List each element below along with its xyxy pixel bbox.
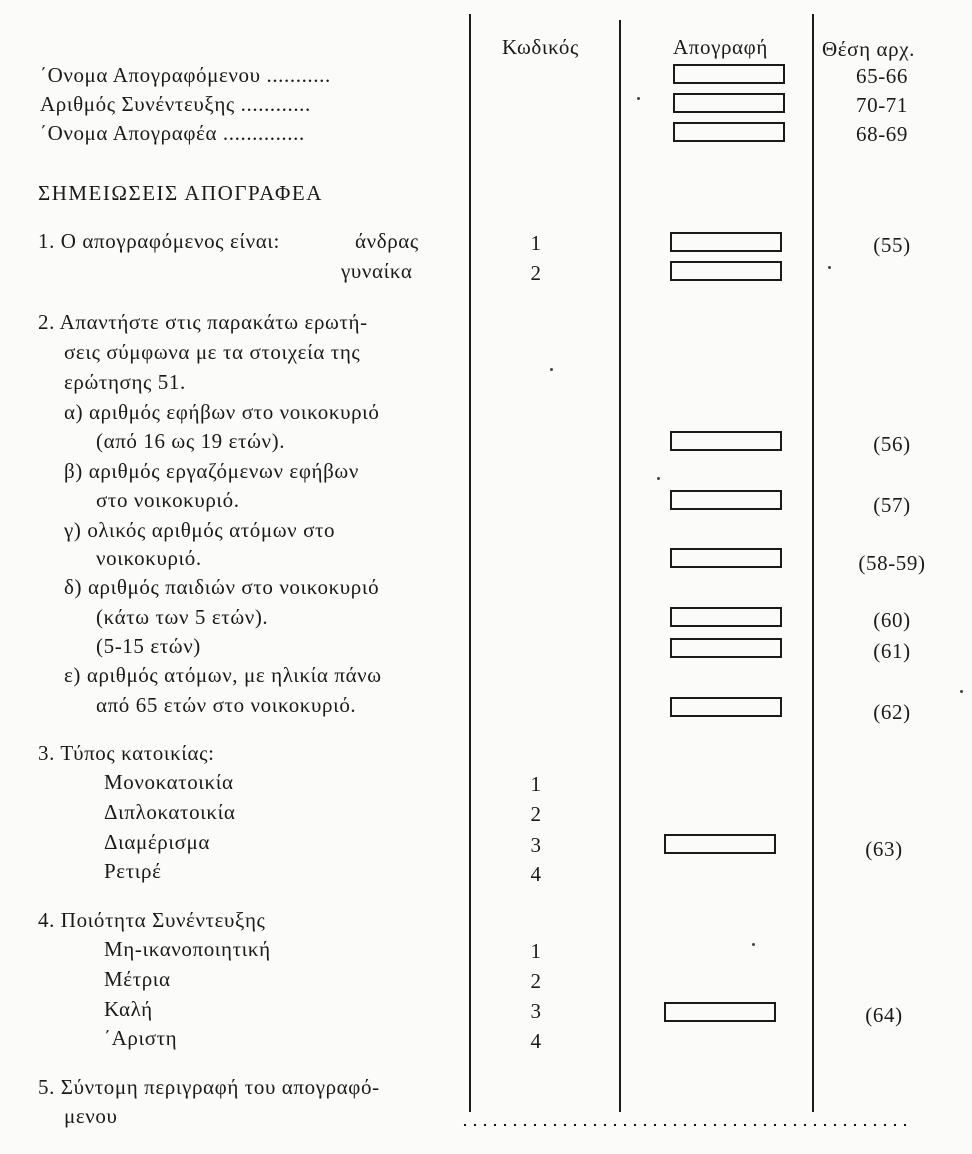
q4-code-1: 1 xyxy=(530,939,542,963)
interviewer-name-box[interactable] xyxy=(673,122,785,142)
q2a-box[interactable] xyxy=(670,431,782,451)
scan-speck xyxy=(657,477,660,480)
section-title: ΣΗΜΕΙΩΣΕΙΣ ΑΠΟΓΡΑΦΕΑ xyxy=(38,181,323,205)
column-divider-right xyxy=(812,14,814,1112)
q1-option-female: γυναίκα xyxy=(341,259,413,283)
q4-code-3: 3 xyxy=(530,999,542,1023)
q2c-box[interactable] xyxy=(670,548,782,568)
q2e-line-1: ε) αριθμός ατόμων, με ηλικία πάνω xyxy=(64,663,382,687)
q4-position: (64) xyxy=(865,1003,903,1027)
q2c-line-2: νοικοκυριό. xyxy=(96,546,202,570)
q3-code-1: 1 xyxy=(530,772,542,796)
q1-code-male: 1 xyxy=(530,231,542,255)
q1-male-box[interactable] xyxy=(670,232,782,252)
q3-label: 3. Τύπος κατοικίας: xyxy=(38,741,215,765)
q4-option-4: ΄Αριστη xyxy=(104,1026,178,1050)
q2d-position: (60) xyxy=(873,608,911,632)
q1-code-female: 2 xyxy=(530,261,542,285)
q2d-line-1: δ) αριθμός παιδιών στο νοικοκυριό xyxy=(64,575,380,599)
q4-box[interactable] xyxy=(664,1002,776,1022)
q2d2-box[interactable] xyxy=(670,638,782,658)
q4-option-2: Μέτρια xyxy=(104,967,171,991)
q2e-position: (62) xyxy=(873,700,911,724)
interviewee-name-box[interactable] xyxy=(673,64,785,84)
q2c-line-1: γ) ολικός αριθμός ατόμων στο xyxy=(64,518,336,542)
column-header-census: Απογραφή xyxy=(673,35,768,59)
q2b-line-1: β) αριθμός εργαζόμενων εφήβων xyxy=(64,459,359,483)
q2d2-line: (5-15 ετών) xyxy=(96,634,201,658)
q4-code-2: 2 xyxy=(530,969,542,993)
q1-label: 1. Ο απογραφόμενος είναι: xyxy=(38,229,280,253)
q5-line-2: μενου xyxy=(64,1104,118,1128)
q2-line-2: σεις σύμφωνα με τα στοιχεία της xyxy=(64,340,361,364)
q2-line-1: 2. Απαντήστε στις παρακάτω ερωτή- xyxy=(38,310,368,334)
q3-box[interactable] xyxy=(664,834,776,854)
q2b-line-2: στο νοικοκυριό. xyxy=(96,488,240,512)
interview-number-box[interactable] xyxy=(673,93,785,113)
interviewer-name-label: ΄Ονομα Απογραφέα .............. xyxy=(40,121,305,145)
q2b-position: (57) xyxy=(873,493,911,517)
interviewee-name-label: ΄Ονομα Απογραφόμενου ........... xyxy=(40,63,331,87)
q2-line-3: ερώτησης 51. xyxy=(64,370,186,394)
q3-option-1: Μονοκατοικία xyxy=(104,770,234,794)
q1-position: (55) xyxy=(873,233,911,257)
q2a-line-2: (από 16 ως 19 ετών). xyxy=(96,429,286,453)
q3-code-4: 4 xyxy=(530,862,542,886)
q1-option-male: άνδρας xyxy=(355,229,419,253)
q3-code-2: 2 xyxy=(530,802,542,826)
q4-option-1: Μη-ικανοποιητική xyxy=(104,937,271,961)
scan-speck xyxy=(960,690,963,693)
q3-option-3: Διαμέρισμα xyxy=(104,830,210,854)
q4-code-4: 4 xyxy=(530,1029,542,1053)
column-divider-left xyxy=(469,14,471,1112)
q5-answer-line[interactable] xyxy=(460,1123,912,1127)
scan-speck xyxy=(752,943,755,946)
q4-label: 4. Ποιότητα Συνέντευξης xyxy=(38,908,266,932)
q2c-position: (58-59) xyxy=(858,551,926,575)
q2b-box[interactable] xyxy=(670,490,782,510)
q1-female-box[interactable] xyxy=(670,261,782,281)
interviewer-name-position: 68-69 xyxy=(856,122,908,146)
interview-number-position: 70-71 xyxy=(856,93,908,117)
q3-code-3: 3 xyxy=(530,833,542,857)
column-header-position: Θέση αρχ. xyxy=(822,37,915,61)
q2d-box[interactable] xyxy=(670,607,782,627)
q2a-line-1: α) αριθμός εφήβων στο νοικοκυριό xyxy=(64,400,380,424)
q3-option-2: Διπλοκατοικία xyxy=(104,800,236,824)
q2a-position: (56) xyxy=(873,432,911,456)
q4-option-3: Καλή xyxy=(104,997,153,1021)
column-header-code: Κωδικός xyxy=(502,35,579,59)
scan-speck xyxy=(828,266,831,269)
q3-option-4: Ρετιρέ xyxy=(104,859,162,883)
q2e-box[interactable] xyxy=(670,697,782,717)
interview-number-label: Αριθμός Συνέντευξης ............ xyxy=(40,92,311,116)
scan-speck xyxy=(550,368,553,371)
scan-speck xyxy=(637,97,640,100)
q2d-line-2: (κάτω των 5 ετών). xyxy=(96,605,269,629)
q5-line-1: 5. Σύντομη περιγραφή του απογραφό- xyxy=(38,1075,380,1099)
q3-position: (63) xyxy=(865,837,903,861)
interviewee-name-position: 65-66 xyxy=(856,64,908,88)
q2e-line-2: από 65 ετών στο νοικοκυριό. xyxy=(96,693,357,717)
column-divider-middle xyxy=(619,20,621,1112)
q2d2-position: (61) xyxy=(873,639,911,663)
